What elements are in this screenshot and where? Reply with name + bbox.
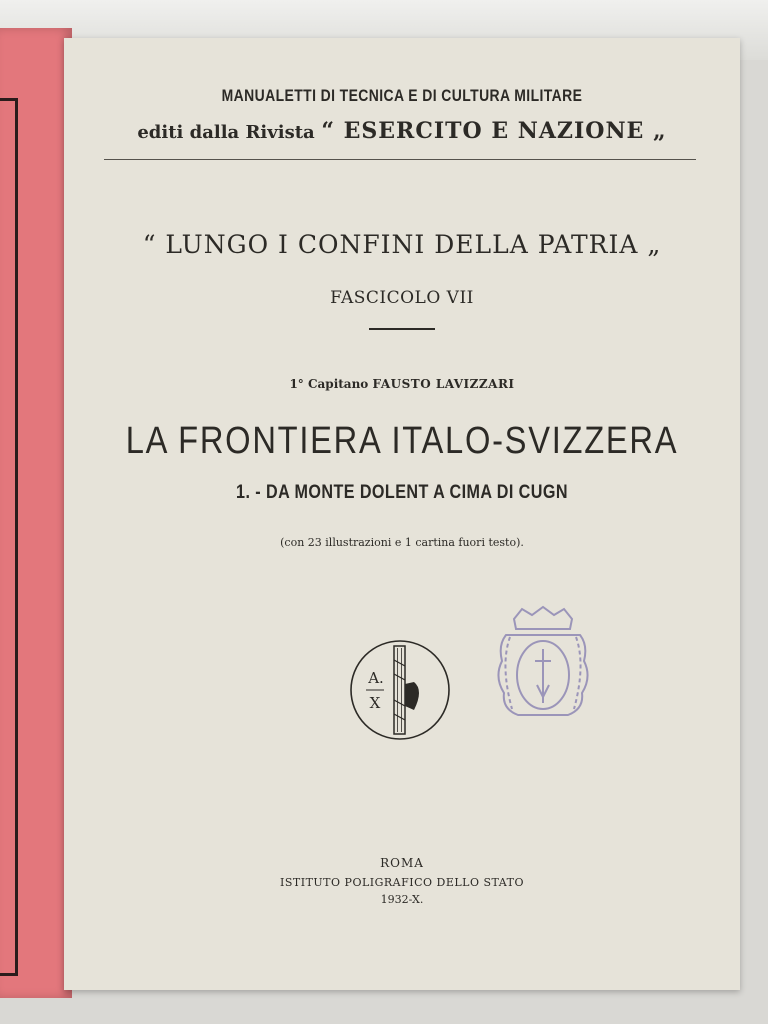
main-title: LA FRONTIERA ITALO-SVIZZERA — [125, 420, 679, 462]
subtitle: 1. - DA MONTE DOLENT A CIMA DI CUGN — [236, 482, 568, 503]
collection-title: “ LUNGO I CONFINI DELLA PATRIA „ — [142, 230, 662, 259]
header-divider — [104, 159, 696, 160]
pink-cover-edge — [0, 28, 72, 998]
publisher-name: ISTITUTO POLIGRAFICO DELLO STATO — [280, 876, 524, 889]
fascicle-number: FASCICOLO VII — [330, 288, 474, 308]
author-name: FAUSTO LAVIZZARI — [372, 377, 515, 391]
cover-border-frame — [0, 98, 18, 976]
author-rank: 1° Capitano — [289, 377, 369, 391]
emblem-letter-bottom: X — [369, 694, 381, 712]
edited-prefix: editi dalla Rivista — [137, 122, 315, 143]
magazine-name: “ ESERCITO E NAZIONE „ — [321, 118, 667, 144]
series-title: MANUALETTI DI TECNICA E DI CULTURA MILITARE — [221, 86, 583, 105]
author-line — [64, 377, 740, 391]
illustrations-note: (con 23 illustrazioni e 1 cartina fuori testo). — [280, 536, 524, 549]
edited-by-line — [64, 118, 740, 144]
library-stamp — [492, 605, 594, 727]
publication-city: ROMA — [380, 856, 424, 870]
short-divider — [369, 328, 435, 330]
emblem-letter-top: A. — [368, 669, 384, 687]
publication-year: 1932-X. — [380, 893, 424, 906]
title-page — [64, 38, 740, 990]
fasces-emblem — [348, 638, 452, 742]
